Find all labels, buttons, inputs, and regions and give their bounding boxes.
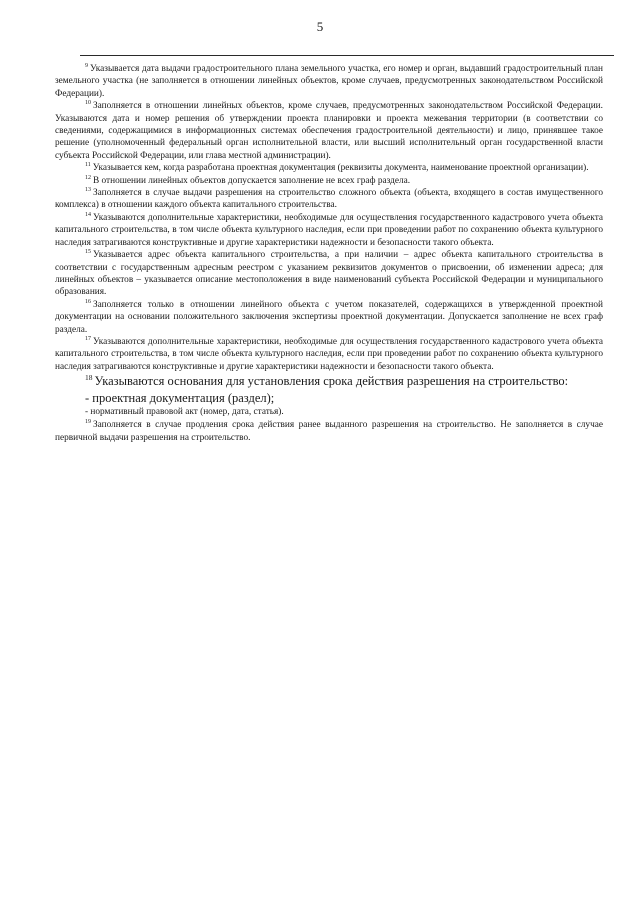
footnote-12 <box>55 175 603 187</box>
footnote-marker: 19 <box>85 419 91 426</box>
footnote-text: Заполняется только в отношении линейного объекта с учетом показателей, содержащихся в утвержденной проектной документации на основании положительного заключения экспертизы проектной документации. Допускается заполнение не всех граф раздела. <box>55 299 603 335</box>
footnote-15 <box>55 249 603 299</box>
footnote-17 <box>55 336 603 373</box>
footnote-marker: 11 <box>85 162 91 169</box>
ground-legal-act: - нормативный правовой акт (номер, дата, статья). <box>85 407 284 418</box>
footnote-10 <box>55 100 603 162</box>
footnote-text: Указываются дополнительные характеристики, необходимые для осуществления государственного кадастрового учета объекта капитального строительства, в том числе объекта культурного наследия, если при проведении работ по сохранению объекта культурного наследия затрагиваются конструктивные и другие характеристики надежности и безопасности такого объекта. <box>55 212 603 248</box>
footnote-13 <box>55 187 603 212</box>
footnote-marker: 18 <box>85 373 93 382</box>
footnote-text: Заполняется в случае продления срока действия ранее выданного разрешения на строительство. Не заполняется в случае первичной выдачи разрешения на строительство. <box>55 420 603 443</box>
footnote-marker: 17 <box>85 335 91 342</box>
ground-project-documentation: - проектная документация (раздел); <box>85 391 275 406</box>
footnote-text: Заполняется в отношении линейных объектов, кроме случаев, предусмотренных законодательством Российской Федерации. Указываются дата и номер решения об утверждении проекта планировки и проекта межевания территории (в соответствии со сведениями, содержащимися в информационных системах обеспечения градостроительной деятельности) и лицо, принявшее такое решение (уполномоченный федеральный орган исполнительной власти, или высший исполнительный орган государственной власти субъекта Российской Федерации, или глава местной администрации). <box>55 101 603 161</box>
footnote-text: Указывается адрес объекта капитального строительства, а при наличии – адрес объекта капитального строительства в соответствии с государственным адресным реестром с указанием реквизитов документов о присвоении, об изменении адреса; для линейных объектов – указывается описание местоположения в виде наименований субъекта Российской Федерации и муниципального образования. <box>55 250 603 298</box>
footnote-marker: 9 <box>85 62 88 69</box>
footnotes-block <box>55 63 603 444</box>
footnote-text: Указываются основания для установления срока действия разрешения на строительство: <box>94 374 569 389</box>
footnote-19 <box>55 419 603 444</box>
footnote-marker: 16 <box>85 298 91 305</box>
footnote-marker: 10 <box>85 100 91 107</box>
footnote-marker: 15 <box>85 249 91 255</box>
footnote-text: Указываются дополнительные характеристики, необходимые для осуществления государственного кадастрового учета объекта капитального строительства, в том числе объекта культурного наследия, если при проведении работ по сохранению объекта культурного наследия затрагиваются конструктивные и другие характеристики надежности и безопасности такого объекта. <box>55 336 603 372</box>
page-number: 5 <box>316 19 324 34</box>
footnote-text: Заполняется в случае выдачи разрешения на строительство сложного объекта (объекта, входящего в состав имущественного комплекса) в отношении каждого объекта капитального строительства. <box>55 188 603 211</box>
footnote-marker: 14 <box>85 211 91 218</box>
footnote-14 <box>55 212 603 249</box>
footnote-9 <box>55 63 603 100</box>
footnote-marker: 12 <box>85 174 91 181</box>
footnote-16 <box>55 299 603 336</box>
footnote-11 <box>55 162 603 174</box>
footnote-text: Указывается кем, когда разработана проектная документация (реквизиты документа, наименование проектной организации). <box>92 163 589 174</box>
footnote-text: В отношении линейных объектов допускается заполнение не всех граф раздела. <box>93 175 411 186</box>
footnote-18 <box>55 374 603 389</box>
footnote-marker: 13 <box>85 186 91 193</box>
footnote-text: Указывается дата выдачи градостроительного плана земельного участка, его номер и орган, выдавший градостроительный план земельного участка (не заполняется в отношении линейных объектов, кроме случаев, предусмотренных законодательством Российской Федерации). <box>55 64 603 99</box>
footnote-separator-line <box>80 55 614 56</box>
